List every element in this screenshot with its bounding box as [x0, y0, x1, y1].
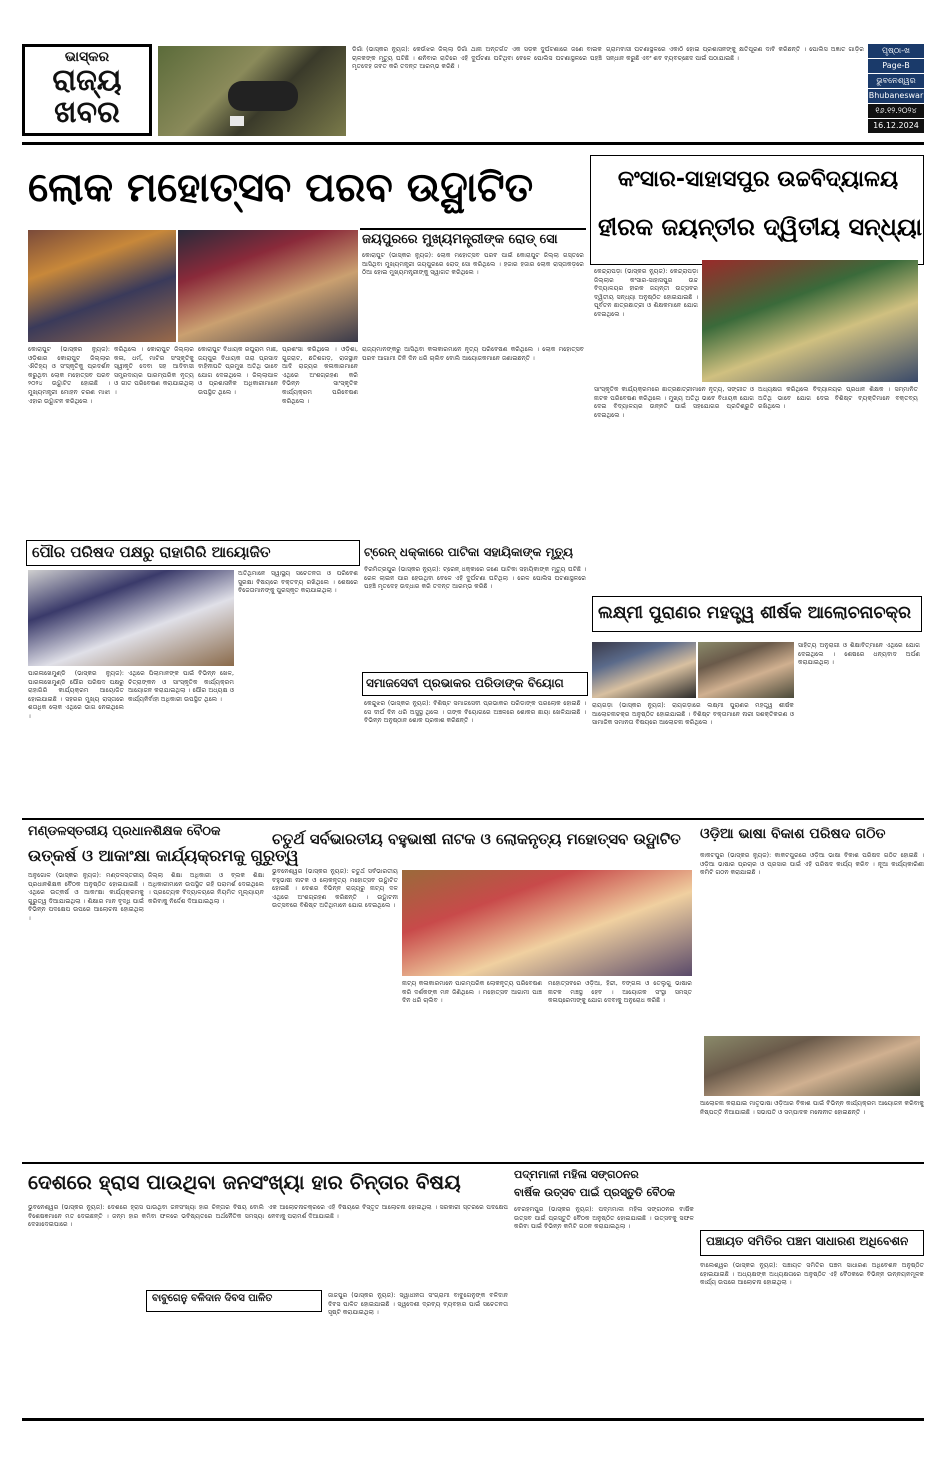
lakshmi-text: ରାୟଗଡ଼ା (ଭାସ୍କର ନ୍ୟୁଜ): ରାୟଗଡ଼ାରେ ଲକ୍ଷ୍ମୀ ପୁରାଣର ମହତ୍ତ୍ୱ ଶୀର୍ଷକ ଆଲୋଚନାଚକ୍ର ଅନୁଷ୍ଠିତ ହୋଇଯାଇଛି । ବିଶିଷ୍ଟ ବକ୍ତାମାନେ ନାରୀ ସଶକ୍ତିକରଣ ଓ ସାମାଜିକ ସମାନତା ବିଷୟରେ ଆଲୋଚନା କରିଥିଲେ ।: [592, 702, 794, 727]
kansar-text: କେନ୍ଦ୍ରାପଡ଼ା (ଭାସ୍କର ନ୍ୟୁଜ): କେନ୍ଦ୍ରାପଡ଼ା ଜିଲ୍ଲାର କଂସାର-ସାହାସପୁର ଉଚ୍ଚ ବିଦ୍ୟାଳୟର ହୀରକ ଜୟନ୍ତୀ ଉତ୍ସବର ଦ୍ୱିତୀୟ ସନ୍ଧ୍ୟା ଅନୁଷ୍ଠିତ ହୋଇଯାଇଛି । ପୂର୍ବତନ ଛାତ୍ରଛାତ୍ରୀ ଓ ଶିକ୍ଷକମାନେ ଯୋଗ ଦେଇଥିଲେ ।: [594, 268, 698, 318]
page-label: ପୃଷ୍ଠା-ଖ: [868, 44, 924, 58]
date-label: 16.12.2024: [868, 119, 924, 133]
page-label-en: Page-B: [868, 59, 924, 73]
top-rule: [22, 142, 924, 145]
motorbike-shape: [228, 81, 298, 111]
masthead-line1: ରାଜ୍ୟ: [52, 63, 122, 98]
accident-photo: [158, 46, 346, 136]
bhasha-headline: ଓଡ଼ିଆ ଭାଷା ବିକାଶ ପରିଷଦ ଗଠିତ: [700, 826, 886, 842]
kansar-headline-1: କଂସାର-ସାହାସପୁର ଉଚ୍ଚବିଦ୍ୟାଳୟ: [617, 167, 899, 192]
kansar-headline-2: ହୀରକ ଜୟନ୍ତୀର ଦ୍ୱିତୀୟ ସନ୍ଧ୍ୟା: [598, 213, 923, 241]
babu-headline: ବାବୁଗେନୁ ବଳିଦାନ ଦିବସ ପାଳିତ: [152, 1293, 273, 1304]
headmaster-headline: ମଣ୍ଡଳସ୍ତରୀୟ ପ୍ରଧାନଶିକ୍ଷକ ବୈଠକ: [28, 824, 221, 839]
natak-headline: ଚତୁର୍ଥ ସର୍ବଭାରତୀୟ ବହୁଭାଷୀ ନାଟକ ଓ ଲୋକନୃତ୍ୟ ମହୋତ୍ସବ ଉଦ୍ଘାଟିତ: [272, 830, 681, 848]
main-story-col4: ପ୍ରଶଂସା କରିଥିଲେ । ଓଡ଼ିଶା, ଗୁଜରାଟ, ଛତିଶଗଡ଼, ରାଜସ୍ଥାନ ଆଦି ରାଜ୍ୟର କଳାକାରମାନେ ଏଥିରେ ଅଂଶଗ୍ରହଣ କରି ବିଭିନ୍ନ ସାଂସ୍କୃତିକ କାର୍ଯ୍ୟକ୍ରମ ପରିବେଷଣ କରିଥିଲେ ।: [282, 346, 358, 405]
top-story-text-2: ଗ୍ରାମବାସୀ ଘଟଣାସ୍ଥଳରେ ଏକାଠି ହୋଇ ପ୍ରଶାସନଙ୍କୁ କ୍ଷତିପୂରଣ ଦାବି କରିଛନ୍ତି । ପୋଲିସ ଅଜ୍ଞାତ ଗାଡ଼ିର ସନ୍ଧାନ କରୁଛି ଏବଂ ଶବ ବ୍ୟବଚ୍ଛେଦ ପାଇଁ ପଠାଯାଇଛି ।: [606, 46, 864, 62]
jaipur-rule: [360, 228, 586, 230]
padma-headline-2: ବାର୍ଷିକ ଉତ୍ସବ ପାଇଁ ପ୍ରସ୍ତୁତି ବୈଠକ: [514, 1186, 676, 1199]
lakshmi-text-2: ସାହିତ୍ୟ ଅନୁରାଗୀ ଓ ଶିକ୍ଷାବିତ୍‌ମାନେ ଏଥିରେ ଯୋଗ ଦେଇଥିଲେ । ଶେଷରେ ଧନ୍ୟବାଦ ଅର୍ପଣ କରାଯାଇଥିଲା ।: [798, 642, 920, 667]
utkarsh-text: ଅନୁଗୋଳ (ଭାସ୍କର ନ୍ୟୁଜ): ମଣ୍ଡଳସ୍ତରୀୟ ପ୍ରଧାନଶିକ୍ଷକ ବୈଠକ ଅନୁଷ୍ଠିତ ହୋଇଯାଇଛି । ଏଥିରେ ଉତ୍କର୍ଷ ଓ ଆକାଂକ୍ଷା କାର୍ଯ୍ୟକ୍ରମକୁ ଗୁରୁତ୍ୱ ଦିଆଯାଇଥିଲା । ଶିକ୍ଷାର ମାନ ବୃଦ୍ଧି ପାଇଁ ବିଭିନ୍ନ ପଦକ୍ଷେପ ଉପରେ ଆଲୋଚନା ହୋଇଥିଲା ।: [28, 872, 144, 922]
utkarsh-headline: ଉତ୍କର୍ଷ ଓ ଆକାଂକ୍ଷା କାର୍ଯ୍ୟକ୍ରମକୁ ଗୁରୁତ୍ୱ: [28, 846, 299, 865]
samaj-text: କେନ୍ଦୁଝର (ଭାସ୍କର ନ୍ୟୁଜ): ବିଶିଷ୍ଟ ସମାଜସେବୀ ପ୍ରଭାକର ପରିଡାଙ୍କ ପରଲୋକ ହୋଇଛି । ସେ ଦୀର୍ଘ ଦିନ ଧରି ଅସୁସ୍ଥ ଥିଲେ । ତାଙ୍କ ବିୟୋଗରେ ଅଞ୍ଚଳରେ ଶୋକର ଛାୟା ଖେଳିଯାଇଛି । ବିଭିନ୍ନ ଅନୁଷ୍ଠାନ ଶୋକ ପ୍ରକାଶ କରିଛନ୍ତି ।: [364, 700, 586, 725]
masthead: [22, 44, 152, 136]
natak-text: ଭୁବନେଶ୍ୱର (ଭାସ୍କର ନ୍ୟୁଜ): ଚତୁର୍ଥ ସର୍ବଭାରତୀୟ ବହୁଭାଷୀ ନାଟକ ଓ ଲୋକନୃତ୍ୟ ମହୋତ୍ସବ ଉଦ୍ଘାଟିତ ହୋଇଛି । ଦେଶର ବିଭିନ୍ନ ରାଜ୍ୟରୁ ନାଟ୍ୟ ଦଳ ଏଥିରେ ଅଂଶଗ୍ରହଣ କରିଛନ୍ତି । ଉଦ୍ଘାଟନୀ ଉତ୍ସବରେ ବିଶିଷ୍ଟ ଅତିଥିମାନେ ଯୋଗ ଦେଇଥିଲେ ।: [272, 868, 398, 910]
panchayat-text: ବାଲେଶ୍ୱର (ଭାସ୍କର ନ୍ୟୁଜ): ପଞ୍ଚାୟତ ସମିତିର ପଞ୍ଚମ ସାଧାରଣ ଅଧିବେଶନ ଅନୁଷ୍ଠିତ ହୋଇଯାଇଛି । ଅଧ୍ୟକ୍ଷଙ୍କ ଅଧ୍ୟକ୍ଷତାରେ ଅନୁଷ୍ଠିତ ଏହି ବୈଠକରେ ବିଭିନ୍ନ ଉନ୍ନୟନମୂଳକ କାର୍ଯ୍ୟ ଉପରେ ଆଲୋଚନା ହୋଇଥିଲା ।: [700, 1262, 924, 1287]
padma-text: ବେରହମପୁର (ଭାସ୍କର ନ୍ୟୁଜ): ପଦ୍ମମାଳୀ ମହିଳା ସଙ୍ଗଠନର ବାର୍ଷିକ ଉତ୍ସବ ପାଇଁ ପ୍ରସ୍ତୁତି ବୈଠକ ଅନୁଷ୍ଠିତ ହୋଇଯାଇଛି । ଉତ୍ସବକୁ ସଫଳ କରିବା ପାଇଁ ବିଭିନ୍ନ କମିଟି ଗଠନ କରାଯାଇଥିଲା ।: [514, 1206, 694, 1231]
paura-text: ପାରଳାଖେମୁଣ୍ଡି (ଭାସ୍କର ନ୍ୟୁଜ): ପାରଳାଖେମୁଣ୍ଡି ପୌର ପରିଷଦ ପକ୍ଷରୁ ରାହାଗିରି କାର୍ଯ୍ୟକ୍ରମ ଆୟୋଜିତ ହୋଇଯାଇଛି । ସହରର ମୁଖ୍ୟ ରାସ୍ତାରେ ଶତାଧିକ ଲୋକ ଏଥିରେ ଭାଗ ନେଇଥିଲେ ।: [28, 670, 124, 720]
cm-stage-photo: [28, 230, 176, 342]
samaj-headline: ସମାଜସେବୀ ପ୍ରଭାକର ପରିଡାଙ୍କ ବିୟୋଗ: [366, 676, 564, 690]
paura-text-3: ଅତିଥିମାନେ ସ୍ୱାସ୍ଥ୍ୟ ସଚେତନତା ଓ ପରିବେଶ ସୁରକ୍ଷା ବିଷୟରେ ବକ୍ତବ୍ୟ ରଖିଥିଲେ । ଶେଷରେ ବିଜେତାମାନଙ୍କୁ ପୁରସ୍କୃତ କରାଯାଇଥିଲା ।: [238, 570, 358, 595]
kansar-stage-photo: [702, 260, 918, 382]
city-label-en: Bhubaneswar: [868, 89, 924, 103]
date-or: ୧୬.୧୨.୨୦୨୪: [868, 104, 924, 118]
padma-headline-1: ପଦ୍ମମାଳୀ ମହିଳା ସଙ୍ଗଠନର: [514, 1168, 639, 1181]
panchayat-headline: ପଞ୍ଚାୟତ ସମିତିର ପଞ୍ଚମ ସାଧାରଣ ଅଧିବେଶନ: [706, 1234, 909, 1248]
natak-text-2: ନାଟ୍ୟ କଳାକାରମାନେ ପାରମ୍ପରିକ ଲୋକନୃତ୍ୟ ପରିବେଷଣ କରି ଦର୍ଶକଙ୍କ ମନ ଜିଣିଥିଲେ । ମହୋତ୍ସବ ଆଗାମୀ ପାଞ୍ଚ ଦିନ ଧରି ଚାଲିବ ।: [402, 980, 542, 1005]
page-info: [868, 44, 924, 136]
number-plate-shape: [230, 116, 244, 126]
masthead-line2: ଖବର: [54, 95, 120, 130]
jana-text-2: ଏକ ଆଲୋଚନାଚକ୍ରରେ ଏହି ବିଷୟରେ ବିସ୍ତୃତ ଆଲୋଚନା ହୋଇଥିଲା । ସରକାରୀ ସ୍ତରରେ ପଦକ୍ଷେପ ନେବାକୁ ପରାମର୍ଶ ଦିଆଯାଇଛି ।: [268, 1204, 508, 1220]
main-headline: ଲୋକ ମହୋତ୍ସବ ପରବ ଉଦ୍ଘାଟିତ: [28, 165, 534, 211]
lakshmi-headline: ଲକ୍ଷ୍ମୀ ପୁରାଣର ମହତ୍ତ୍ୱ ଶୀର୍ଷକ ଆଲୋଚନାଚକ୍ର: [598, 603, 911, 623]
paura-rally-photo: [28, 570, 234, 666]
natak-stage-photo: [402, 870, 692, 976]
lower-rule: [22, 1162, 924, 1164]
main-story-col3: କୋରାପୁଟ ବିଧାୟକ ରଘୁରାମ ମାଛ, ଜୟପୁର ବିଧାୟକ ତାରା ପ୍ରସାଦ ବାହିନୀପତି ପ୍ରମୁଖ ଅତିଥି ଭାବେ ଯୋଗ ଦେଇଥିଲେ । ଜିଲ୍ଲାପାଳ ଓ ପ୍ରଶାସନିକ ଅଧିକାରୀମାନେ ଉପସ୍ଥିତ ଥିଲେ ।: [198, 346, 278, 396]
main-story-col1: କୋରାପୁଟ (ଭାସ୍କର ନ୍ୟୁଜ): ଓଡ଼ିଶାର କୋରାପୁଟ ଜିଲ୍ଲାର ଐତିହ୍ୟ ଓ ସଂସ୍କୃତିକୁ ପ୍ରଦର୍ଶନ କରୁଥିବା ଲୋକ ମହୋତ୍ସବ ପରବ ୨୦୨୪ ଉଦ୍ଘାଟିତ ହୋଇଛି । ମୁଖ୍ୟମନ୍ତ୍ରୀ ମୋହନ ଚରଣ ମାଝୀ ଏହାର ଉଦ୍ଘାଟନ କରିଥିଲେ ।: [28, 346, 110, 405]
jaipur-headline: ଜୟପୁରରେ ମୁଖ୍ୟମନ୍ତ୍ରୀଙ୍କ ରୋଡ୍ ସୋ: [362, 232, 558, 247]
train-headline: ଟ୍ରେନ୍ ଧକ୍କାରେ ପାଟିକା ସହାୟିକାଙ୍କ ମୃତ୍ୟୁ: [364, 545, 574, 559]
cm-crowd-photo: [178, 230, 358, 342]
utkarsh-text-2: ଜିଲ୍ଲା ଶିକ୍ଷା ଅଧିକାରୀ ଓ ବ୍ଲକ ଶିକ୍ଷା ଅଧିକାରୀମାନେ ଉପସ୍ଥିତ ରହି ପରାମର୍ଶ ଦେଇଥିଲେ । ପ୍ରତ୍ୟେକ ବିଦ୍ୟାଳୟରେ ନିୟମିତ ମୂଲ୍ୟାୟନ କରିବାକୁ ନିର୍ଦ୍ଦେଶ ଦିଆଯାଇଥିଲା ।: [148, 872, 264, 905]
paura-text-2: ଏଥିରେ ପିଲାମାନଙ୍କ ପାଇଁ ବିଭିନ୍ନ ଖେଳ, ଚିତ୍ରାଙ୍କନ ଓ ସାଂସ୍କୃତିକ କାର୍ଯ୍ୟକ୍ରମ ଆୟୋଜନ କରାଯାଇଥିଲା । ପୌର ଅଧ୍ୟକ୍ଷ ଓ କାର୍ଯ୍ୟନିର୍ବାହୀ ଅଧିକାରୀ ଉପସ୍ଥିତ ଥିଲେ ।: [128, 670, 234, 703]
main-story-col5: ରାଜ୍ୟମାନଙ୍କରୁ ଆସିଥିବା କଳାକାରମାନେ ନୃତ୍ୟ ପରିବେଷଣ କରିଥିଲେ । ଲୋକ ମହୋତ୍ସବ ପରବ ଆଗାମୀ ତିନି ଦିନ ଧରି ଚାଲିବ ବୋଲି ଆୟୋଜକମାନେ ଜଣାଇଛନ୍ତି ।: [362, 346, 584, 362]
mid-rule: [22, 818, 924, 820]
bhasha-meeting-photo: [704, 1036, 920, 1096]
babu-text: ଜାଜପୁର (ଭାସ୍କର ନ୍ୟୁଜ): ସ୍ୱାଧୀନତା ସଂଗ୍ରାମୀ ବାବୁଗେନୁଙ୍କ ବଳିଦାନ ଦିବସ ପାଳିତ ହୋଇଯାଇଛି । ସ୍ୱଦେଶୀ ଦ୍ରବ୍ୟ ବ୍ୟବହାର ପାଇଁ ସଚେତନତା ସୃଷ୍ଟି କରାଯାଇଥିଲା ।: [328, 1292, 508, 1317]
masthead-brand: ଭାସ୍କର: [64, 49, 110, 65]
top-story-text: ଡିଗାଁ (ଭାସ୍କର ନ୍ୟୁଜ): କେଉଁଝର ଜିଲ୍ଲା ଡିଗାଁ ଥାନା ଅନ୍ତର୍ଗତ ଏକ ସଡ଼କ ଦୁର୍ଘଟଣାରେ ଜଣେ ବାଇକ ଚାଳକଙ୍କ ମୃତ୍ୟୁ ଘଟିଛି । ଶନିବାର ରାତିରେ ଏହି ଦୁର୍ଘଟଣା ଘଟିଥିବା ବେଳେ ପୋଲିସ ଘଟଣାସ୍ଥଳରେ ପହଞ୍ଚି ମୃତଦେହ ଜବତ କରି ତଦନ୍ତ ଆରମ୍ଭ କରିଛି ।: [352, 46, 602, 71]
jaipur-text: କୋରାପୁଟ (ଭାସ୍କର ନ୍ୟୁଜ): ଲୋକ ମହୋତ୍ସବ ପରବ ପାଇଁ କୋରାପୁଟ ଜିଲ୍ଲା ଗସ୍ତରେ ଆସିଥିବା ମୁଖ୍ୟମନ୍ତ୍ରୀ ଜୟପୁରରେ ରୋଡ୍ ସୋ କରିଥିଲେ । ହଜାର ହଜାର ଲୋକ ରାସ୍ତାକଡ଼ରେ ଠିଆ ହୋଇ ମୁଖ୍ୟମନ୍ତ୍ରୀଙ୍କୁ ସ୍ୱାଗତ କରିଥିଲେ ।: [362, 252, 584, 277]
jana-text: ଭୁବନେଶ୍ୱର (ଭାସ୍କର ନ୍ୟୁଜ): ଦେଶରେ ହ୍ରାସ ପାଉଥିବା ଜନସଂଖ୍ୟା ହାର ଚିନ୍ତାର ବିଷୟ ବୋଲି ବିଶେଷଜ୍ଞମାନେ ମତ ଦେଇଛନ୍ତି । ଜନ୍ମ ହାର କମିବା ଫଳରେ ଭବିଷ୍ୟତରେ ଅର୍ଥନୈତିକ ସମସ୍ୟା ଦେଖାଦେଇପାରେ ।: [28, 1204, 264, 1229]
city-label: ଭୁବନେଶ୍ୱର: [868, 74, 924, 88]
lakshmi-photo-2: [698, 642, 794, 698]
main-story-col2: କରିଥିଲେ । କୋରାପୁଟ ଜିଲ୍ଲାର କଳା, ଧର୍ମ, ମାଟିର ସଂସ୍କୃତିକୁ ସ୍ୱୀକୃତି ଦେବା ସହ ଆଦିବାସୀ ସମ୍ପ୍ରଦାୟର ପାରମ୍ପରିକ ନୃତ୍ୟ ଓ ଗୀତ ପରିବେଷଣ କରାଯାଇଥିଲା ।: [114, 346, 194, 396]
bhasha-text: କାକଟପୁର (ଭାସ୍କର ନ୍ୟୁଜ): କାକଟପୁରରେ ଓଡ଼ିଆ ଭାଷା ବିକାଶ ପରିଷଦ ଗଠିତ ହୋଇଛି । ଓଡ଼ିଆ ଭାଷାର ପ୍ରଚାର ଓ ପ୍ରସାର ପାଇଁ ଏହି ପରିଷଦ କାର୍ଯ୍ୟ କରିବ । ନୂଆ କାର୍ଯ୍ୟକାରିଣୀ କମିଟି ଗଠନ କରାଯାଇଛି ।: [700, 852, 924, 877]
natak-text-3: ମହୋତ୍ସବରେ ଓଡ଼ିଆ, ହିନ୍ଦୀ, ବଙ୍ଗଳା ଓ ତେଲୁଗୁ ଭାଷାର ନାଟକ ମଞ୍ଚସ୍ଥ ହେବ । ଆୟୋଜକ ସଂସ୍ଥା ସମସ୍ତ କଳାପ୍ରେମୀଙ୍କୁ ଯୋଗ ଦେବାକୁ ଅନୁରୋଧ କରିଛି ।: [548, 980, 692, 1005]
paura-headline: ପୌର ପରିଷଦ ପକ୍ଷରୁ ରାହାଗିରି ଆୟୋଜିତ: [32, 543, 271, 561]
lakshmi-photo-1: [592, 642, 696, 698]
kansar-text-3: ଅଧ୍ୟକ୍ଷତା କରିଥିଲେ ବିଦ୍ୟାଳୟର ପ୍ରଧାନ ଶିକ୍ଷକ । ସମ୍ମାନିତ ଅତିଥି ଭାବେ ଯୋଗ ଦେଇ ବିଶିଷ୍ଟ ବ୍ୟକ୍ତିମାନେ ବକ୍ତବ୍ୟ ରଖିଥିଲେ ।: [758, 386, 918, 411]
jana-headline: ଦେଶରେ ହ୍ରାସ ପାଉଥିବା ଜନସଂଖ୍ୟା ହାର ଚିନ୍ତାର ବିଷୟ: [28, 1170, 461, 1194]
kansar-text-2: ସାଂସ୍କୃତିକ କାର୍ଯ୍ୟକ୍ରମରେ ଛାତ୍ରଛାତ୍ରୀମାନେ ନୃତ୍ୟ, ସଙ୍ଗୀତ ଓ ନାଟକ ପରିବେଷଣ କରିଥିଲେ । ମୁଖ୍ୟ ଅତିଥି ଭାବେ ବିଧାୟକ ଯୋଗ ଦେଇ ବିଦ୍ୟାଳୟର ଉନ୍ନତି ପାଇଁ ସହଯୋଗର ପ୍ରତିଶ୍ରୁତି ଦେଇଥିଲେ ।: [594, 386, 754, 419]
bottom-rule: [22, 1418, 924, 1421]
train-text: ବିରମିତ୍ରପୁର (ଭାସ୍କର ନ୍ୟୁଜ): ଟ୍ରେନ୍ ଧକ୍କାରେ ଜଣେ ପାଟିକା ସହାୟିକାଙ୍କ ମୃତ୍ୟୁ ଘଟିଛି । ରେଳ ଲାଇନ ପାର ହେଉଥିବା ବେଳେ ଏହି ଦୁର୍ଘଟଣା ଘଟିଥିଲା । ରେଳ ପୋଲିସ ଘଟଣାସ୍ଥଳରେ ପହଞ୍ଚି ମୃତଦେହ ଉଦ୍ଧାର କରି ତଦନ୍ତ ଆରମ୍ଭ କରିଛି ।: [364, 566, 586, 591]
bhasha-text-2: ଆଲୋଚନା କରାଯାଇ ମାତୃଭାଷା ଓଡ଼ିଆର ବିକାଶ ପାଇଁ ବିଭିନ୍ନ କାର୍ଯ୍ୟକ୍ରମ ଆୟୋଜନ କରିବାକୁ ନିଷ୍ପତ୍ତି ନିଆଯାଇଛି । ସଭାପତି ଓ ସମ୍ପାଦକ ମନୋନୀତ ହୋଇଛନ୍ତି ।: [700, 1100, 924, 1116]
